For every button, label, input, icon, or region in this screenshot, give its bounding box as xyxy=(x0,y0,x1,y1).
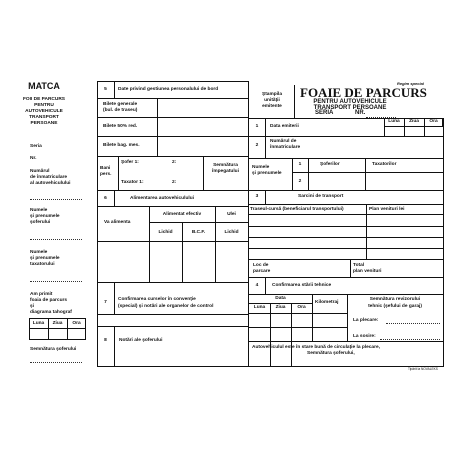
stub-driver-label-2: şi prenumele xyxy=(30,214,60,219)
stub-received-1: Am primit xyxy=(30,292,53,297)
stub-collector-field[interactable] xyxy=(30,281,82,282)
stub-driver-field[interactable] xyxy=(30,239,82,240)
stub-driver-label-1: Numele xyxy=(30,208,48,213)
sec3-traseu-label: Traseul-cursă (beneficiarul transportului) xyxy=(250,207,344,212)
sec1-names-label-2: şi prenumele xyxy=(252,171,282,176)
sec3-plan-venituri-label: Plan venituri lei xyxy=(369,207,405,212)
stub-driver-label-3: şoferului xyxy=(30,220,51,225)
sec1-col-ora: Ora xyxy=(429,119,438,124)
sec4-semnatura-1: Semnătura revizorului xyxy=(369,297,421,302)
sec1-col-ziua: Ziua xyxy=(409,119,419,124)
stub-date-col-ora: Ora xyxy=(72,321,81,326)
sec5-semnatura-2: împegatului xyxy=(212,169,239,174)
sec5-taxator-2-label: 2: xyxy=(172,180,177,185)
sec1-col-luna: Luna xyxy=(388,119,400,124)
sec1-row1-label: Data emiterii xyxy=(270,124,299,129)
sec3-loc-parcare-1: Loc de xyxy=(253,263,269,268)
stub-date-col-ziua: Ziua xyxy=(52,321,63,326)
sec4-col-ziua: Ziua xyxy=(275,305,286,310)
sec5-title: Date privind gestiunea personalului de bord xyxy=(118,87,219,92)
sec4-number: 4 xyxy=(255,283,259,288)
stamp-label-1: Ştampila xyxy=(262,92,282,97)
stub-reg-label-3: al autovehiculului xyxy=(30,181,71,186)
sec7-title-2: (special) şi notări ale organelor de control xyxy=(118,304,214,309)
stub-collector-label-3: taxatorului xyxy=(30,262,55,267)
form-subtitle-2: TRANSPORT PERSOANE xyxy=(313,105,387,111)
sec6-lichid2-label: Lichid xyxy=(224,230,239,235)
sec4-col-ora: Ora xyxy=(297,305,306,310)
sec6-number: 6 xyxy=(104,196,107,201)
stub-reg-label-1: Numărul xyxy=(30,169,50,174)
stub-subtitle-5: PERSOANE xyxy=(30,121,58,126)
sec5-bani-label-2: pers. xyxy=(100,172,112,177)
sec6-bcf-label: B.C.F. xyxy=(191,230,206,235)
stub-collector-label-1: Numele xyxy=(30,250,48,255)
stamp-label-2: unităţii xyxy=(264,98,280,103)
sec3-total-2: plan venituri xyxy=(353,269,382,274)
footer-credit: Tipărit la NOVALEKS xyxy=(408,367,438,371)
sec1-taxatorilor-label: Taxatorilor xyxy=(372,162,397,167)
sec7-number: 7 xyxy=(104,300,107,305)
sec4-data-label: Data xyxy=(275,296,286,301)
special-regime-label: Regim special xyxy=(397,81,424,86)
sec1-soferilor-label: Şoferilor xyxy=(320,162,340,167)
sec4-footer-2: Semnătura şoferului, xyxy=(307,351,355,356)
stub-signature-label: Semnătura şoferului xyxy=(30,347,77,352)
sec5-bani-label-1: Bani xyxy=(100,166,111,171)
sec4-la-sosire-field[interactable] xyxy=(380,339,440,340)
form-nr-label: NR. xyxy=(355,110,366,116)
stub-subtitle-1: FOII DE PARCURS xyxy=(22,97,66,102)
sec5-row3-label: Bilete bag. mes. xyxy=(103,143,140,148)
form-title: FOAIE DE PARCURS xyxy=(300,85,427,100)
sec5-number: 5 xyxy=(104,87,107,92)
form-seria-label: SERIA xyxy=(315,110,334,116)
sec5-taxator-label: Taxator 1: xyxy=(121,180,144,185)
sec8-title: Notări ale şoferului xyxy=(119,338,163,343)
sec4-la-plecare-label: La plecare: xyxy=(353,318,379,323)
sec5-row2-label: Bilete 50% red. xyxy=(103,124,138,129)
sec4-title: Confirmarea stării tehnice xyxy=(272,283,332,288)
sec7-title-1: Confirmarea curselor în convenţie xyxy=(118,297,196,302)
sec4-col-luna: Luna xyxy=(253,305,266,310)
stub-received-2: foaia de parcurs xyxy=(30,298,68,303)
sec6-title: Alimentarea autovehiculului xyxy=(130,196,194,201)
stub-received-4: diagrama tahograf xyxy=(30,310,72,315)
sec1-name-row-1: 1 xyxy=(298,162,302,167)
stub-subtitle-2: PENTRU xyxy=(34,103,54,108)
sec6-lichid-label: Lichid xyxy=(158,230,173,235)
stub-collector-label-2: şi prenumele xyxy=(30,256,60,261)
sec1-name-row-2: 2 xyxy=(298,179,302,184)
sec4-la-sosire-label: La sosire: xyxy=(353,334,376,339)
sec4-la-plecare-field[interactable] xyxy=(386,323,440,324)
sec3-title: Sarcini de transport xyxy=(298,194,344,199)
sec6-va-alimenta-label: Va alimenta xyxy=(104,220,131,225)
form-subtitle-1: PENTRU AUTOVEHICULE xyxy=(313,99,387,105)
stub-received-3: şi xyxy=(30,304,35,309)
sec5-sofer-label: Şofer 1: xyxy=(121,160,139,165)
sec5-sofer-2-label: 2: xyxy=(172,160,177,165)
sec1-row2-label-1: Numărul de xyxy=(270,139,297,144)
stub-reg-field[interactable] xyxy=(30,199,82,200)
sec1-row1-number: 1 xyxy=(255,124,259,129)
sec3-number: 3 xyxy=(255,194,259,199)
sec1-row2-label-2: înmatriculare xyxy=(270,145,301,150)
stub-subtitle-4: TRANSPORT xyxy=(29,115,59,120)
stub-seria-label: Seria xyxy=(30,144,42,149)
stub-subtitle-3: AUTOVEHICULE xyxy=(25,109,63,114)
sec8-number: 8 xyxy=(104,338,107,343)
stamp-label-3: emitente xyxy=(262,104,282,109)
sec5-row1-label-1: Bilete generale xyxy=(103,102,138,107)
stub-nr-label: Nr. xyxy=(30,156,37,161)
sec1-row2-number: 2 xyxy=(255,143,259,148)
sec6-alimentat-label: Alimentat efectiv xyxy=(162,212,202,217)
stub-date-col-luna: Luna xyxy=(32,321,45,326)
sec1-names-label-1: Numele xyxy=(252,165,270,170)
sec3-loc-parcare-2: parcare xyxy=(253,269,271,274)
sec4-semnatura-2: tehnic (şefului de garaj) xyxy=(368,304,422,309)
sec4-kilometraj-label: Kilometraj xyxy=(315,300,339,305)
sec5-row1-label-2: (bul. de traseu) xyxy=(103,108,138,113)
sec5-semnatura-1: Semnătura xyxy=(213,163,238,168)
sec3-total-1: Total xyxy=(353,263,365,268)
stub-title: MATCA xyxy=(28,81,60,91)
stub-signature-field[interactable] xyxy=(30,362,82,363)
sec4-footer-1: Autovehiculul este în stare bună de circulaţie la plecare, xyxy=(252,345,380,350)
sec6-ulei-label: Ulei xyxy=(227,212,236,217)
stub-reg-label-2: de înmatriculare xyxy=(30,175,68,180)
